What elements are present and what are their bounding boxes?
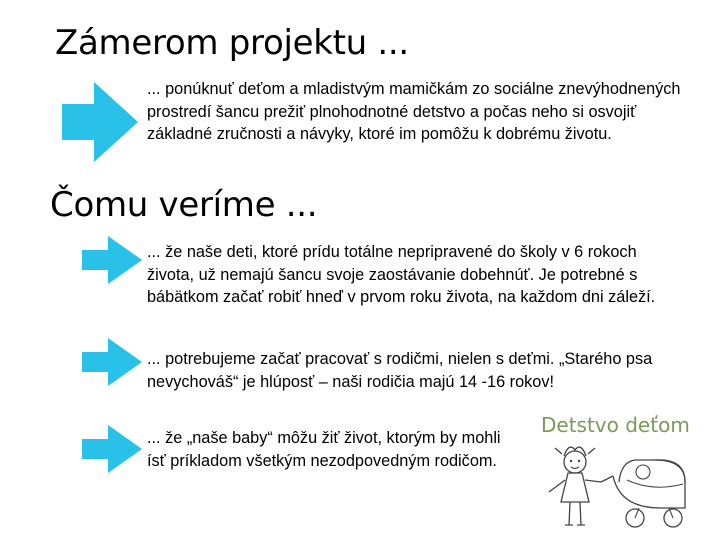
- detstvo-detom-logo: [535, 410, 715, 535]
- belief-item-2: ... potrebujeme začať pracovať s rodičmi, nielen s deťmi. „Starého psa nevychováš“ je hlúposť – naši rodičia majú 14 -16 rokov!: [147, 350, 653, 391]
- right-arrow-icon: [62, 82, 138, 162]
- logo-title: Detstvo deťom: [541, 413, 690, 437]
- belief-item-1: ... že naše deti, ktoré prídu totálne nepripravené do školy v 6 rokoch života, už nemajú šancu svoje zaostávanie dobehnúť. Je potrebné s bábätkom začať robiť hneď v prvom roku života, na každom dni záleží.: [147, 243, 656, 306]
- right-arrow-icon: [82, 236, 142, 284]
- belief-item-3: ... že „naše baby“ môžu žiť život, ktorým by mohli ísť príkladom všetkým nezodpovedným rodičom.: [147, 429, 501, 470]
- section-title-project-aim: Zámerom projektu ...: [55, 23, 409, 63]
- section-title-beliefs: Čomu veríme ...: [50, 185, 318, 225]
- right-arrow-icon: [82, 425, 142, 473]
- right-arrow-icon: [82, 338, 142, 386]
- project-aim-text: ... ponúknuť deťom a mladistvým mamičkám zo sociálne znevýhodnených prostredí šancu prežiť plnohodnotné detstvo a počas neho si osvojiť základné zručnosti a návyky, ktoré im pomôžu k dobrému životu.: [147, 80, 681, 143]
